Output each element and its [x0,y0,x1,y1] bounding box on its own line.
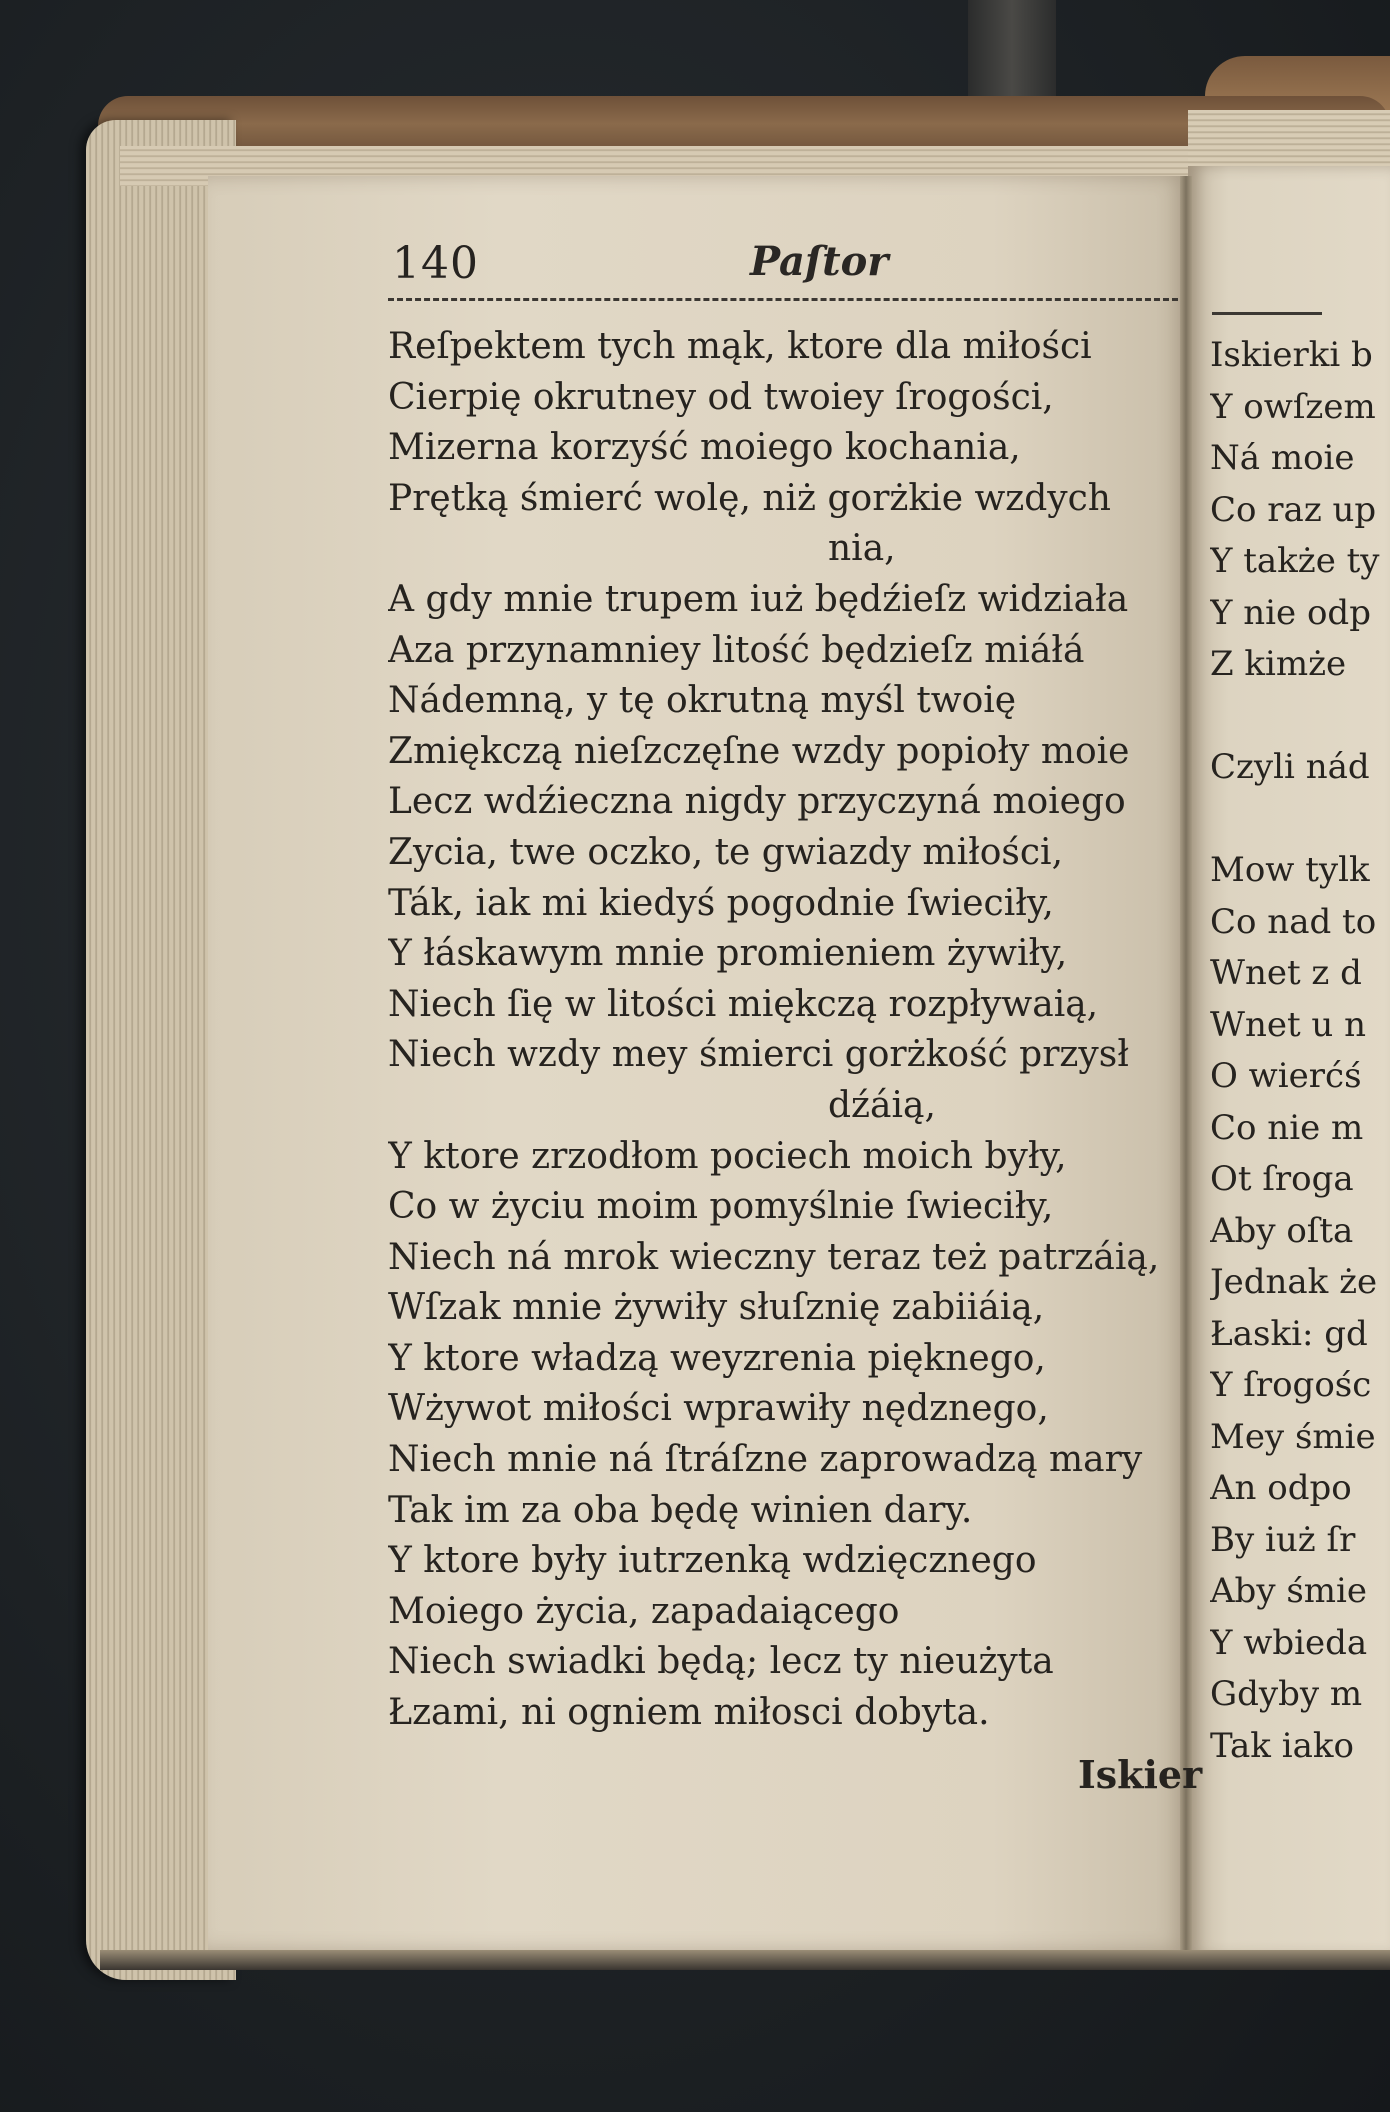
right-page-line [1210,794,1390,846]
poem-line: Niech mnie ná ſtráſzne zaprowadzą mary [388,1439,1143,1481]
right-page-line: Jednak że [1210,1262,1378,1302]
right-page-line: O wierćś [1210,1056,1362,1096]
poem-line-continuation: nia, [828,528,896,570]
right-page-line: An odpo [1210,1468,1352,1508]
poem-line: Wżywot miłości wprawiły nędznego, [388,1388,1049,1430]
right-page-line: By iuż ſr [1210,1519,1356,1560]
poem-line: Aza przynamniey litość będzieſz miáłá [388,629,1085,671]
poem-line: Reſpektem tych mąk, ktore dla miłości [388,326,1092,367]
poem-line: Cierpię okrutney od twoiey ſrogości, [388,376,1054,418]
poem-line: Mizerna korzyść moiego kochania, [388,427,1021,469]
poem-line: Ták, iak mi kiedyś pogodnie ſwieciły, [388,882,1054,924]
right-page-text [1210,330,1390,1772]
poem-line: Y ktore zrzodłom pociech moich były, [388,1135,1067,1177]
poem-line: Niech ſię w litości miękczą rozpływaią, [388,983,1099,1025]
book-gutter [1180,176,1192,1956]
right-page-line: Y nie odp [1210,592,1371,633]
right-header-rule [1212,312,1322,315]
right-page-line: Co nie m [1210,1107,1364,1148]
poem-line: Co w życiu moim pomyślnie ſwieciły, [388,1186,1054,1228]
right-page-line: Tak iako [1210,1725,1354,1766]
right-page-line: Y owſzem [1210,386,1376,427]
running-head: Paſtor [750,238,889,285]
poem-line: Niech wzdy mey śmierci gorżkość przysł [388,1034,1129,1076]
right-page-line: Czyli nád [1210,747,1370,787]
page-number: 140 [392,238,479,289]
right-page-line: Wnet z d [1210,953,1362,993]
right-page-line: Y ſrogośc [1210,1365,1372,1405]
poem-line: Y ktore władzą weyzrenia pięknego, [388,1337,1046,1379]
poem-line: Łzami, ni ogniem miłosci dobyta. [388,1692,990,1734]
poem-line: Niech swiadki będą; lecz ty nieużyta [388,1641,1054,1683]
right-page-line: Mey śmie [1210,1416,1376,1457]
poem-line: Y łáskawym mnie promieniem żywiły, [388,933,1068,975]
right-page-line: Y także ty [1210,541,1380,581]
right-page-line: Ná moie [1210,438,1355,478]
poem-line: Zmiękczą nieſzczęſne wzdy popioły moie [388,730,1130,772]
poem-line: Moiego życia, zapadaiącego [388,1590,900,1632]
book-clasp [968,0,1056,110]
poem-line: Wſzak mnie żywiły słuſznię zabiiáią, [388,1287,1045,1329]
poem-line: Zycia, twe oczko, te gwiazdy miłości, [388,831,1064,873]
right-page-line: Iskierki b [1210,335,1373,375]
poem-line: Y ktore były iutrzenką wdzięcznego [388,1540,1037,1582]
poem-line: Nádemną, y tę okrutną myśl twoię [388,680,1017,722]
poem-text [388,322,1178,1739]
right-page-line: Aby oſta [1210,1210,1354,1251]
right-page-line: Co raz up [1210,489,1377,530]
right-page-line: Y wbieda [1210,1622,1368,1663]
right-page-line: Aby śmie [1210,1571,1368,1611]
header-rule [388,298,1178,301]
poem-line: A gdy mnie trupem iuż będźieſz widziała [388,578,1129,620]
book-bottom-edge [100,1950,1390,1970]
poem-line-continuation: dźáią, [828,1084,936,1126]
right-page-line [1210,691,1390,743]
page-edges-right-top [1188,110,1390,170]
right-page-line: Ot ſroga [1210,1159,1354,1199]
right-page-line: Z kimże [1210,644,1347,684]
poem-line: Lecz wdźieczna nigdy przyczyná moiego [388,781,1126,823]
catchword: Iskier [1078,1752,1203,1797]
poem-line: Tak im za oba będę winien dary. [388,1489,973,1531]
right-page-line: Łaski: gd [1210,1313,1368,1354]
poem-line: Niech ná mrok wieczny teraz też patrzáią, [388,1236,1160,1278]
right-page-line: Co nad to [1210,901,1377,942]
right-page-line: Mow tylk [1210,850,1370,890]
poem-line: Prętką śmierć wolę, niż gorżkie wzdych [388,477,1111,519]
right-page-line: Wnet u n [1210,1004,1367,1045]
page-header [392,238,1192,298]
right-page-line: Gdyby m [1210,1674,1363,1714]
